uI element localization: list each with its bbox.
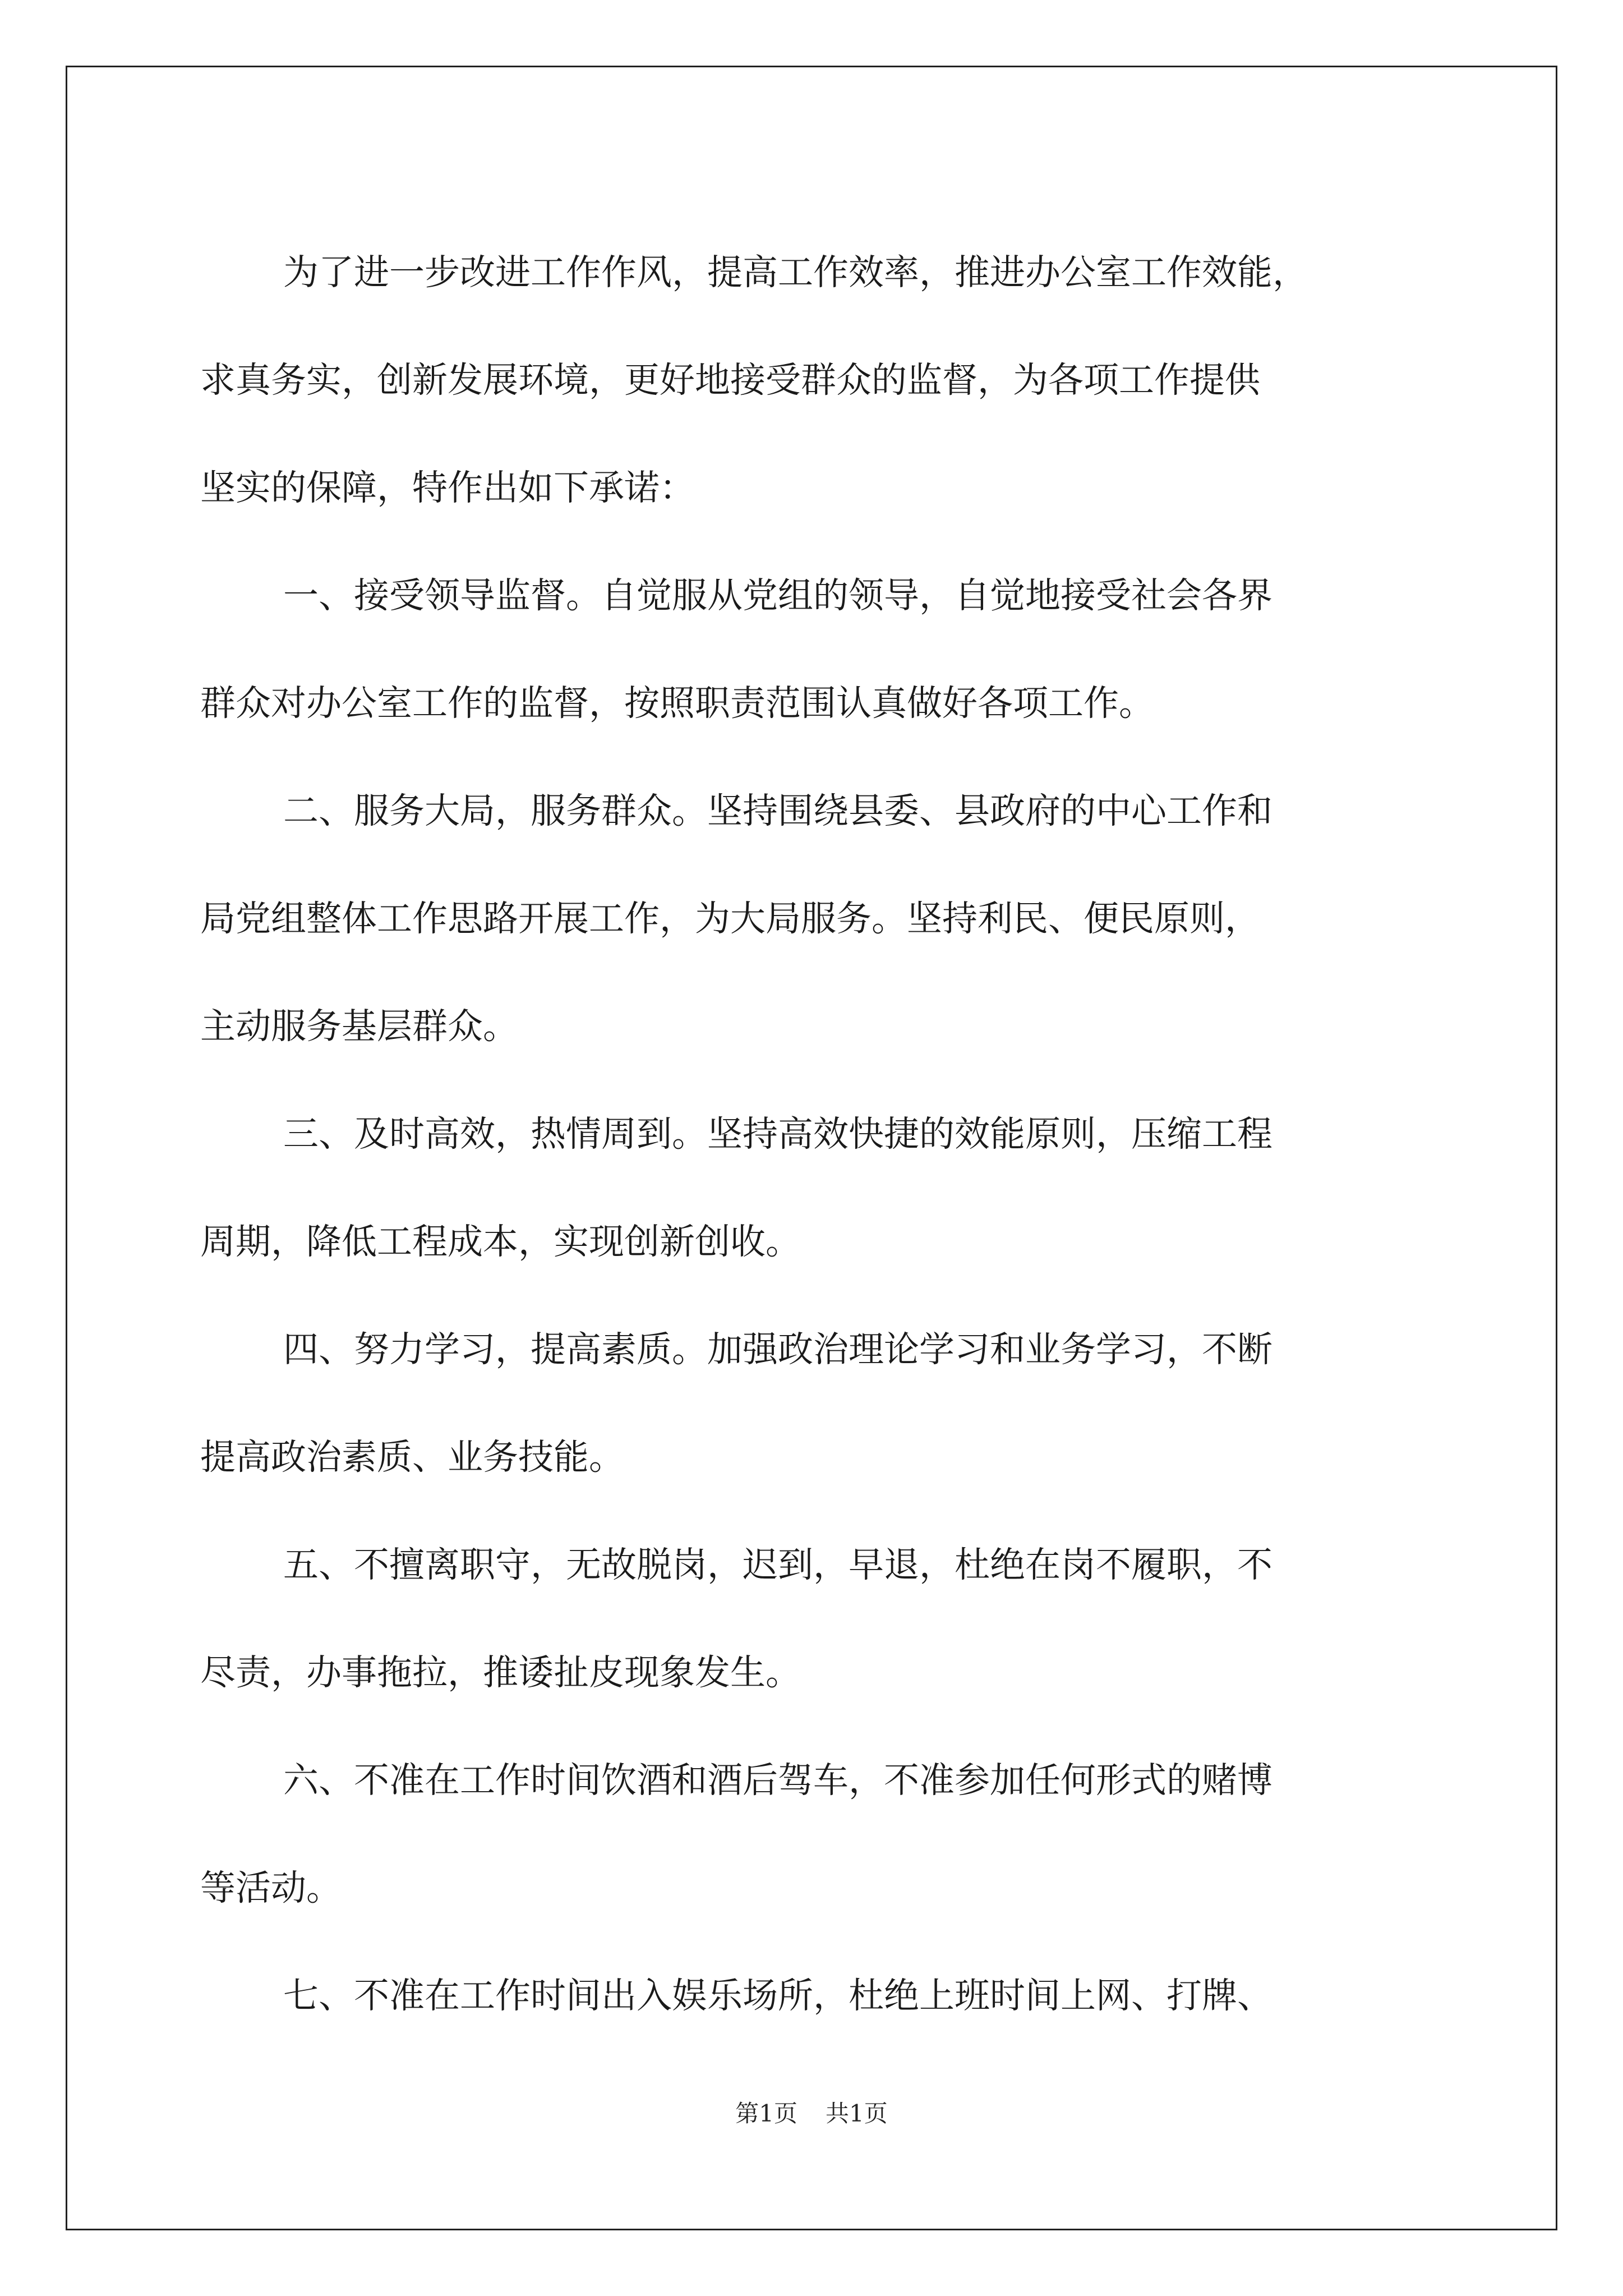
paragraph-line: 局党组整体工作思路开展工作，为大局服务。坚持利民、便民原则， [200,898,1260,939]
paragraph-line: 五、不擅离职守，无故脱岗，迟到，早退，杜绝在岗不履职，不 [283,1544,1272,1585]
paragraph-line: 三、及时高效，热情周到。坚持高效快捷的效能原则，压缩工程 [283,1114,1272,1154]
paragraph-line: 四、努力学习，提高素质。加强政治理论学习和业务学习，不断 [283,1329,1272,1370]
paragraph-line: 坚实的保障，特作出如下承诺： [200,467,695,508]
paragraph-line: 求真务实，创新发展环境，更好地接受群众的监督，为各项工作提供 [200,360,1260,401]
paragraph-line: 提高政治素质、业务技能。 [200,1437,624,1478]
document-body [200,219,1423,2050]
page-footer [0,2095,1623,2129]
paragraph-line: 群众对办公室工作的监督，按照职责范围认真做好各项工作。 [200,683,1154,724]
paragraph-line: 二、服务大局，服务群众。坚持围绕县委、县政府的中心工作和 [283,790,1272,831]
paragraph-line: 周期，降低工程成本，实现创新创收。 [200,1221,801,1262]
paragraph-line: 尽责，办事拖拉，推诿扯皮现象发生。 [200,1652,801,1693]
paragraph-line: 一、接受领导监督。自觉服从党组的领导，自觉地接受社会各界 [283,575,1272,616]
paragraph-line: 等活动。 [200,1867,342,1908]
page-number: 第1页 [735,2100,797,2127]
paragraph-line: 六、不准在工作时间饮酒和酒后驾车，不准参加任何形式的赌博 [283,1760,1272,1801]
paragraph-line: 七、不准在工作时间出入娱乐场所，杜绝上班时间上网、打牌、 [283,1975,1272,2016]
paragraph-line: 主动服务基层群众。 [200,1006,518,1047]
paragraph-line: 为了进一步改进工作作风，提高工作效率，推进办公室工作效能， [283,252,1308,293]
page-total: 共1页 [826,2100,888,2127]
